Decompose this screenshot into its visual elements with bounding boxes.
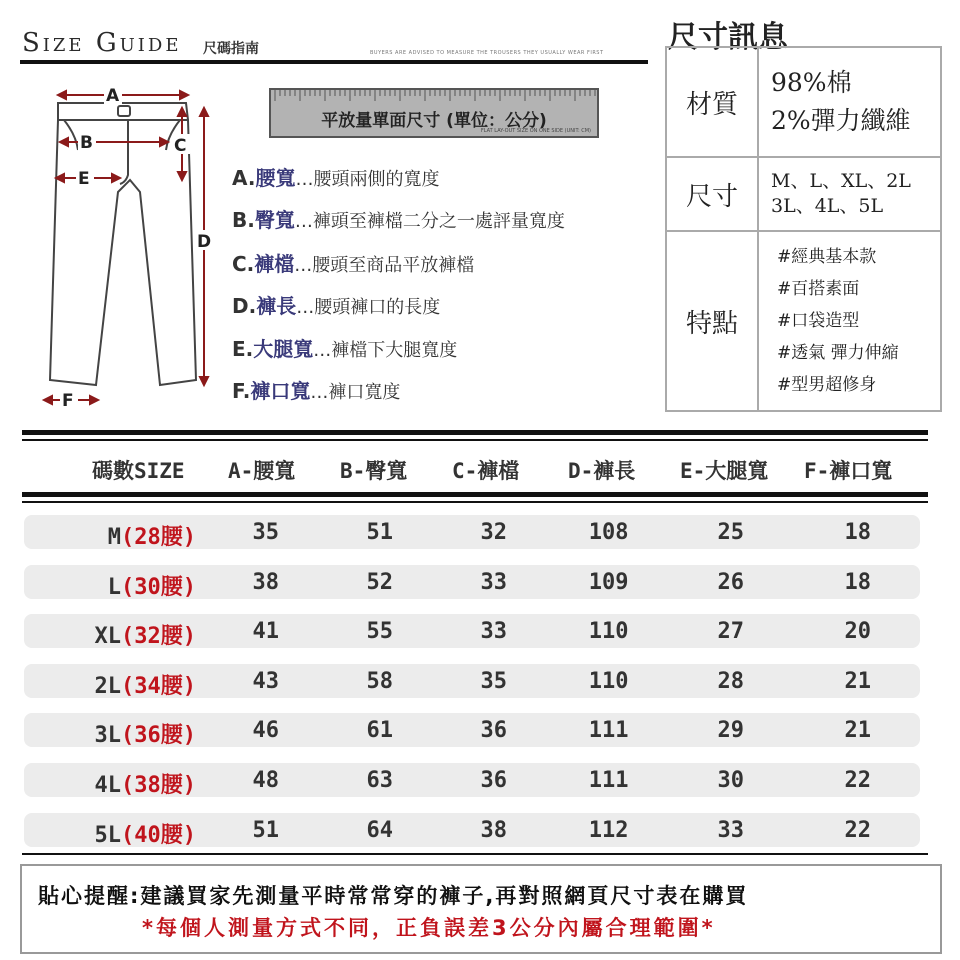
table-cell: 110 xyxy=(588,619,629,644)
letter-f: F xyxy=(62,391,74,410)
table-cell: 111 xyxy=(588,768,629,793)
size-label xyxy=(95,818,196,849)
size-label xyxy=(95,669,196,700)
spec-feature-line: #透氣 彈力伸縮 xyxy=(777,343,899,363)
table-cell: 110 xyxy=(588,669,629,694)
table-cell: 22 xyxy=(844,768,871,793)
table-cell: 18 xyxy=(844,520,871,545)
spec-feature-line: #口袋造型 xyxy=(777,311,860,331)
table-row xyxy=(24,813,920,847)
definition-desc: …腰頭褲口的長度 xyxy=(296,297,441,318)
table-cell: 18 xyxy=(844,570,871,595)
table-cell: 109 xyxy=(588,570,629,595)
spec-key-features: 特點 xyxy=(667,232,759,410)
spec-size-line: 3L、4L、5L xyxy=(771,195,884,217)
table-cell: 38 xyxy=(252,570,279,595)
definition-b xyxy=(232,204,565,233)
letter-b: B xyxy=(80,133,93,153)
definition-key: 褲檔 xyxy=(254,252,295,276)
definition-letter: D. xyxy=(232,294,257,318)
table-cell: 41 xyxy=(252,619,279,644)
spec-row-material xyxy=(667,48,940,158)
spec-material-line: 98%棉 xyxy=(771,68,852,97)
spec-feature-line: #百搭素面 xyxy=(777,279,860,299)
definition-desc: …褲口寬度 xyxy=(310,382,401,403)
table-cell: 52 xyxy=(366,570,393,595)
spec-feature-line: #型男超修身 xyxy=(777,375,877,395)
header-note: BUYERS ARE ADVISED TO MEASURE THE TROUSERS THEY USUALLY WEAR FIRST xyxy=(370,50,604,56)
table-cell: 25 xyxy=(717,520,744,545)
waist-size: (38腰) xyxy=(121,773,196,798)
definition-key: 大腿寬 xyxy=(253,337,314,361)
spec-size-line: M、L、XL、2L xyxy=(771,170,911,192)
definition-key: 褲長 xyxy=(256,294,297,318)
definition-d xyxy=(232,290,440,319)
tip-line-1: 貼心提醒:建議買家先測量平時常常穿的褲子,再對照網頁尺寸表在購買 xyxy=(38,884,749,908)
definition-letter: E. xyxy=(232,337,254,361)
definition-letter: A. xyxy=(232,166,256,190)
table-cell: 55 xyxy=(366,619,393,644)
letter-c: C xyxy=(174,136,187,156)
size-label xyxy=(95,619,196,650)
table-rule-bottom xyxy=(22,853,928,855)
spec-row-features xyxy=(667,232,940,410)
table-cell: 20 xyxy=(844,619,871,644)
letter-e: E xyxy=(78,169,90,189)
definition-letter: F. xyxy=(232,379,251,403)
table-cell: 48 xyxy=(252,768,279,793)
table-cell: 28 xyxy=(717,669,744,694)
table-cell: 64 xyxy=(366,818,393,843)
definition-letter: B. xyxy=(232,208,255,232)
header-length: D-褲長 xyxy=(568,459,636,483)
ruler-label: 平放量單面尺寸 (單位：公分) xyxy=(321,111,547,131)
table-cell: 29 xyxy=(717,718,744,743)
table-cell: 30 xyxy=(717,768,744,793)
table-rule-top xyxy=(22,430,928,435)
spec-feature-line: #經典基本款 xyxy=(777,247,877,267)
letter-a: A xyxy=(106,86,120,106)
table-cell: 21 xyxy=(844,718,871,743)
table-cell: 27 xyxy=(717,619,744,644)
ruler-sublabel: FLAT LAY-OUT SIZE ON ONE SIDE (UNIT: CM) xyxy=(480,128,591,134)
header-hem: F-褲口寬 xyxy=(804,459,893,483)
page-title: Size Guide xyxy=(22,28,182,58)
size-code: 2L xyxy=(94,674,122,699)
table-row xyxy=(24,664,920,698)
page-title-cn: 尺碼指南 xyxy=(203,41,259,57)
definition-letter: C. xyxy=(232,252,255,276)
header-divider xyxy=(20,60,648,64)
spec-key-material: 材質 xyxy=(667,48,759,156)
table-cell: 58 xyxy=(366,669,393,694)
definition-key: 臀寬 xyxy=(254,208,295,232)
table-cell: 43 xyxy=(252,669,279,694)
table-cell: 36 xyxy=(480,718,507,743)
letter-d: D xyxy=(197,232,212,252)
table-row xyxy=(24,515,920,549)
waist-size: (32腰) xyxy=(121,624,196,649)
waist-size: (28腰) xyxy=(121,525,196,550)
size-label xyxy=(108,520,196,551)
table-rule-top-thin xyxy=(22,439,928,441)
measurement-ruler xyxy=(269,88,599,138)
definition-desc: …褲頭至褲檔二分之一處評量寬度 xyxy=(294,211,565,232)
table-cell: 38 xyxy=(480,818,507,843)
size-label xyxy=(95,768,196,799)
table-row xyxy=(24,763,920,797)
table-cell: 33 xyxy=(717,818,744,843)
spec-table xyxy=(665,46,942,412)
size-code: 3L xyxy=(94,723,122,748)
definition-desc: …腰頭兩側的寬度 xyxy=(295,169,440,190)
table-cell: 51 xyxy=(366,520,393,545)
fly-line xyxy=(120,120,128,184)
table-cell: 22 xyxy=(844,818,871,843)
spec-title: 尺寸訊息 xyxy=(668,20,788,55)
size-code: L xyxy=(107,575,122,600)
definition-f xyxy=(232,375,400,404)
table-cell: 32 xyxy=(480,520,507,545)
tip-line-2: *每個人測量方式不同，正負誤差3公分內屬合理範圍* xyxy=(142,916,716,940)
definition-key: 褲口寬 xyxy=(250,379,311,403)
pants-diagram xyxy=(28,80,228,410)
table-cell: 46 xyxy=(252,718,279,743)
header-rise: C-褲檔 xyxy=(452,459,520,483)
header-waist: A-腰寬 xyxy=(228,459,296,483)
table-cell: 51 xyxy=(252,818,279,843)
table-cell: 35 xyxy=(252,520,279,545)
table-cell: 33 xyxy=(480,570,507,595)
tip-box xyxy=(20,864,942,954)
definition-key: 腰寬 xyxy=(255,166,296,190)
ruler-ticks xyxy=(271,90,597,102)
table-cell: 35 xyxy=(480,669,507,694)
table-cell: 36 xyxy=(480,768,507,793)
table-rule-mid xyxy=(22,492,928,497)
size-label xyxy=(95,718,196,749)
table-row xyxy=(24,565,920,599)
spec-value-features xyxy=(777,232,934,410)
waist-size: (34腰) xyxy=(121,674,196,699)
size-code: M xyxy=(107,525,122,550)
spec-row-size xyxy=(667,158,940,232)
definition-desc: …褲檔下大腿寬度 xyxy=(313,340,458,361)
header-hip: B-臀寬 xyxy=(340,459,408,483)
definition-e xyxy=(232,333,457,362)
table-rule-mid-thin xyxy=(22,501,928,503)
button xyxy=(118,106,130,116)
spec-key-size: 尺寸 xyxy=(667,158,759,230)
table-cell: 26 xyxy=(717,570,744,595)
table-cell: 111 xyxy=(588,718,629,743)
size-code: 5L xyxy=(94,823,122,848)
table-cell: 63 xyxy=(366,768,393,793)
waist-size: (36腰) xyxy=(121,723,196,748)
waist-size: (40腰) xyxy=(121,823,196,848)
table-cell: 112 xyxy=(588,818,629,843)
table-cell: 61 xyxy=(366,718,393,743)
definition-a xyxy=(232,162,439,191)
spec-material-line: 2%彈力纖維 xyxy=(771,106,911,135)
size-code: 4L xyxy=(94,773,122,798)
table-row xyxy=(24,614,920,648)
spec-value-size xyxy=(771,158,934,230)
spec-value-material xyxy=(771,48,934,156)
table-cell: 21 xyxy=(844,669,871,694)
header-size: 碼數SIZE xyxy=(92,459,185,483)
size-code: XL xyxy=(94,624,122,649)
table-cell: 108 xyxy=(588,520,629,545)
table-row xyxy=(24,713,920,747)
header-thigh: E-大腿寬 xyxy=(680,459,769,483)
waist-size: (30腰) xyxy=(121,575,196,600)
definition-desc: …腰頭至商品平放褲檔 xyxy=(294,255,475,276)
definition-c xyxy=(232,248,474,277)
table-cell: 33 xyxy=(480,619,507,644)
size-label xyxy=(108,570,196,601)
